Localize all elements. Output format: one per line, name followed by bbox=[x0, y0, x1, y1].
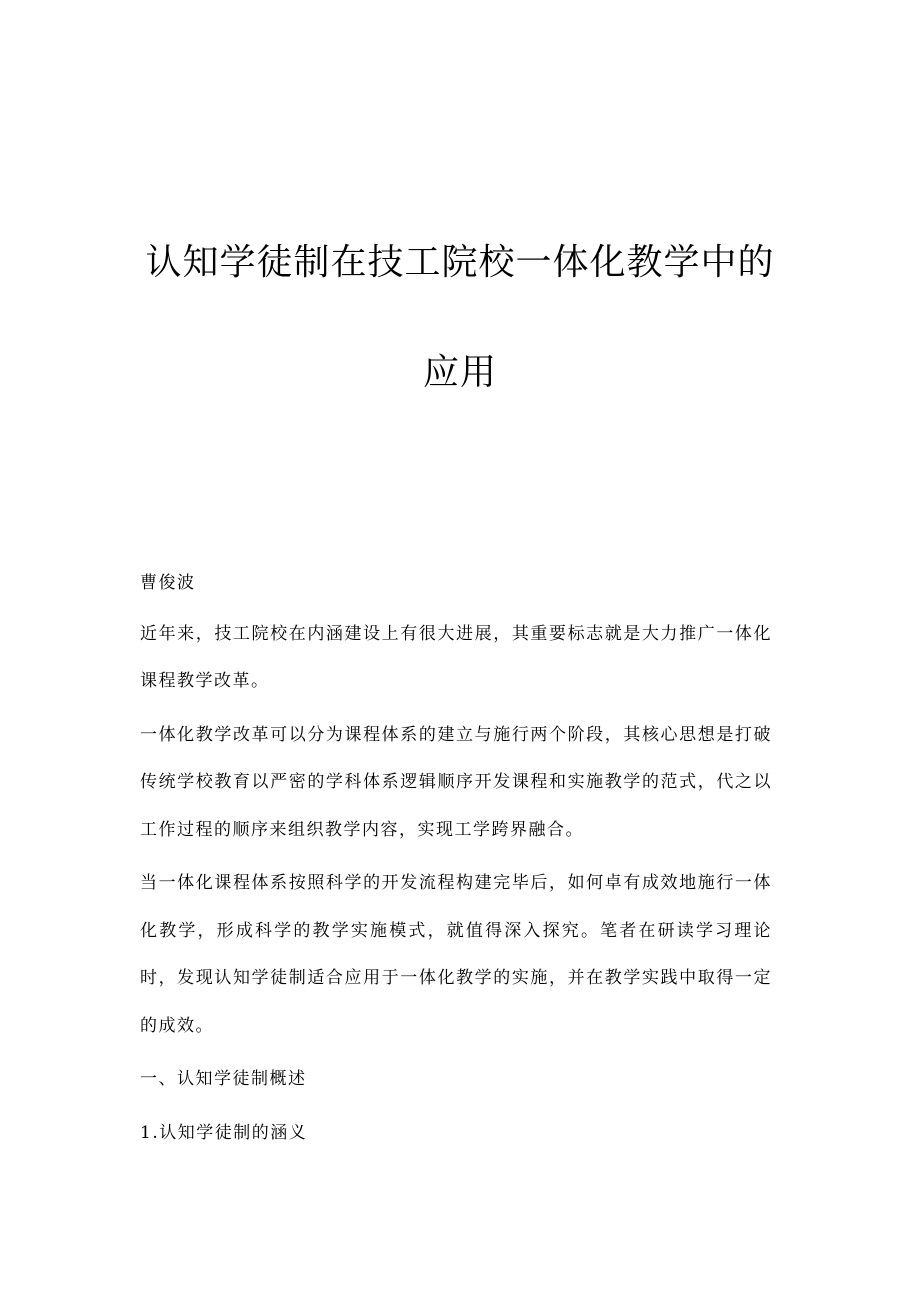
document-title bbox=[100, 208, 820, 428]
author-name: 曹俊波 bbox=[140, 573, 196, 593]
paragraph-2: 一体化教学改革可以分为课程体系的建立与施行两个阶段，其核心思想是打破传统学校教育以严密的学科体系逻辑顺序开发课程和实施教学的范式，代之以工作过程的顺序来组织教学内容，实现工学跨界融合。 bbox=[140, 724, 772, 840]
title-line-1: 认知学徒制在技工院校一体化教学中的 bbox=[145, 242, 775, 283]
paragraph-3: 当一体化课程体系按照科学的开发流程构建完毕后，如何卓有成效地施行一体化教学，形成科学的教学实施模式，就值得深入探究。笔者在研读学习理论时，发现认知学徒制适合应用于一体化教学的实施，并在教学实践中取得一定的成效。 bbox=[140, 873, 772, 1036]
subsection-heading: 1.认知学徒制的涵义 bbox=[140, 1122, 308, 1143]
document-body bbox=[140, 560, 772, 1163]
section-heading: 一、认知学徒制概述 bbox=[140, 1069, 307, 1089]
paragraph-1: 近年来，技工院校在内涵建设上有很大进展，其重要标志就是大力推广一体化课程教学改革。 bbox=[140, 623, 772, 691]
title-line-2: 应用 bbox=[422, 352, 497, 393]
